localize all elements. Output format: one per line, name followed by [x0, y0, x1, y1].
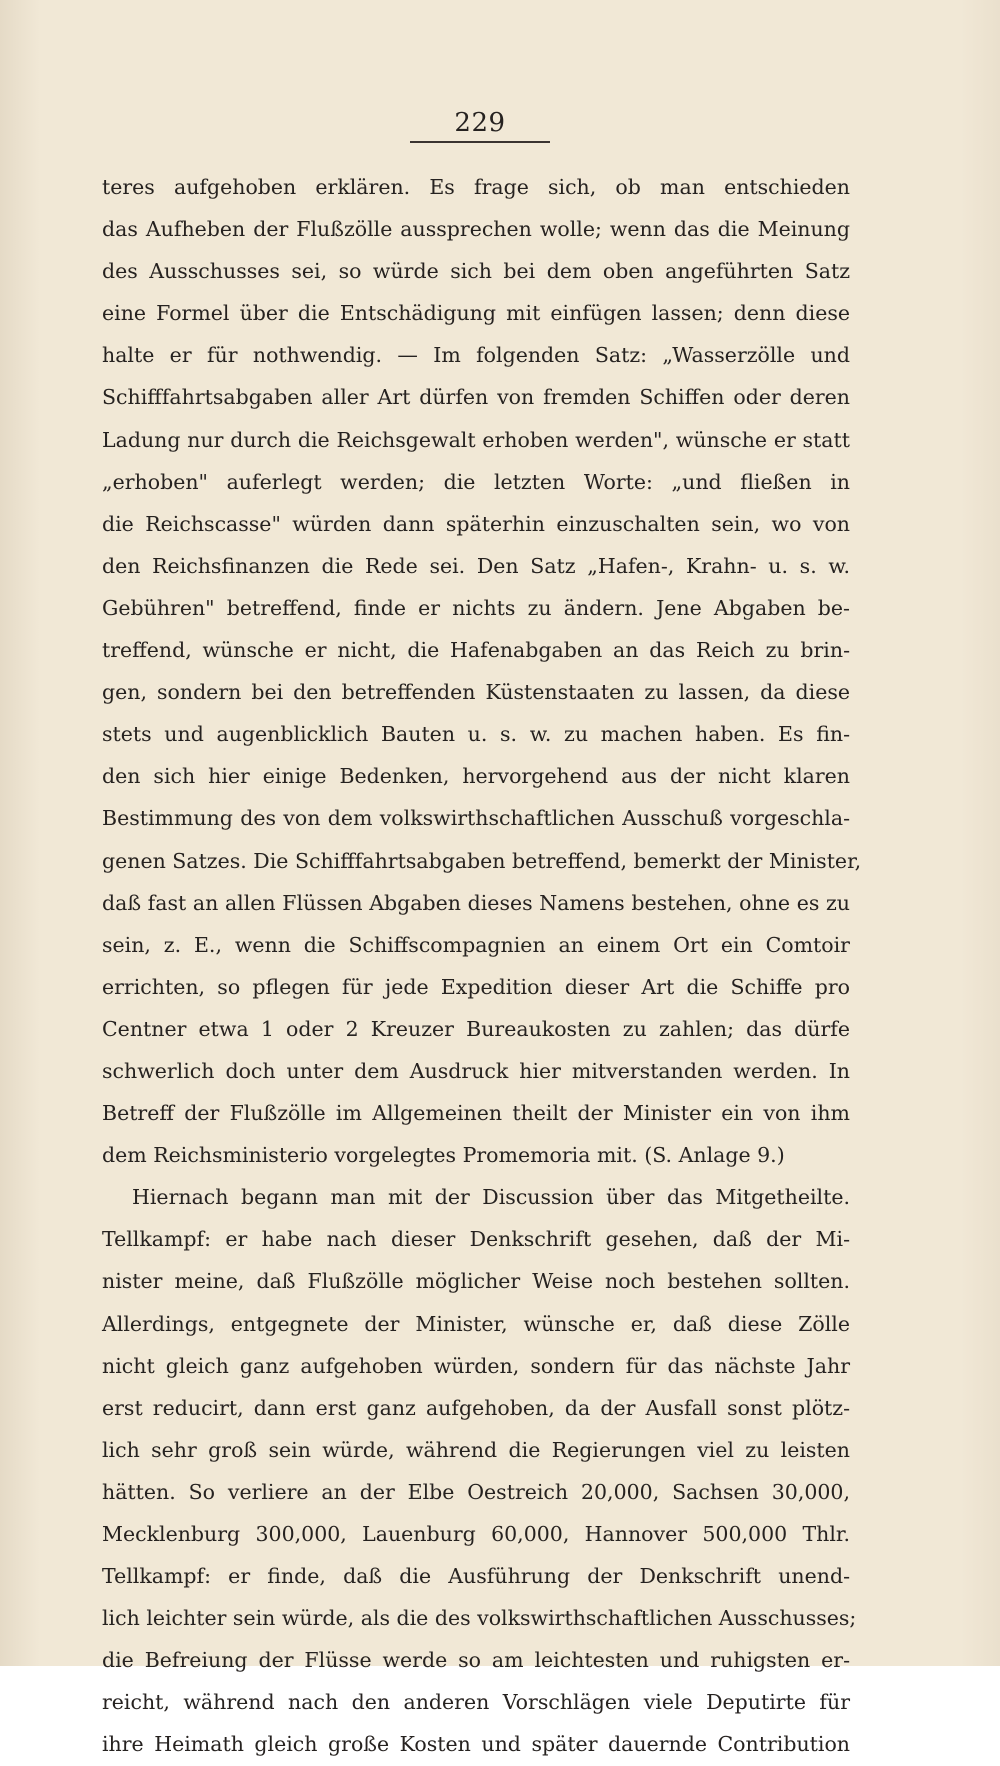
text-line: stets und augenblicklich Bauten u. s. w. zu machen haben. Es fin-	[102, 722, 850, 747]
text-line: gen, sondern bei den betreffenden Küstenstaaten zu lassen, da diese	[102, 680, 850, 705]
text-line: Tellkampf: er finde, daß die Ausführung der Denkschrift unend-	[102, 1564, 850, 1589]
body-text	[102, 166, 862, 1766]
text-line: Hiernach begann man mit der Discussion über das Mitgetheilte.	[132, 1185, 850, 1210]
text-line: halte er für nothwendig. — Im folgenden Satz: „Wasserzölle und	[102, 343, 850, 368]
text-line: schwerlich doch unter dem Ausdruck hier mitverstanden werden. In	[102, 1058, 850, 1083]
text-line: lich sehr groß sein würde, während die Regierungen viel zu leisten	[102, 1437, 850, 1462]
text-line: den sich hier einige Bedenken, hervorgehend aus der nicht klaren	[102, 764, 850, 789]
text-line: genen Satzes. Die Schifffahrtsabgaben betreffend, bemerkt der Minister,	[102, 848, 862, 873]
text-line: lich leichter sein würde, als die des volkswirthschaftlichen Ausschusses;	[102, 1606, 857, 1631]
text-line: hätten. So verliere an der Elbe Oestreich 20,000, Sachsen 30,000,	[102, 1479, 850, 1504]
text-line: ihre Heimath gleich große Kosten und später dauernde Contribution	[102, 1732, 850, 1757]
text-line: Mecklenburg 300,000, Lauenburg 60,000, Hannover 500,000 Thlr.	[102, 1522, 850, 1546]
text-line: die Reichscasse" würden dann späterhin einzuschalten sein, wo von	[102, 511, 850, 536]
text-line: treffend, wünsche er nicht, die Hafenabgaben an das Reich zu brin-	[102, 638, 850, 663]
text-line: nister meine, daß Flußzölle möglicher Weise noch bestehen sollten.	[102, 1269, 850, 1294]
text-line: Schifffahrtsabgaben aller Art dürfen von fremden Schiffen oder deren	[102, 385, 850, 410]
text-line: nicht gleich ganz aufgehoben würden, sondern für das nächste Jahr	[102, 1353, 850, 1378]
text-line: sein, z. E., wenn die Schiffscompagnien an einem Ort ein Comtoir	[102, 932, 850, 957]
text-line: das Aufheben der Flußzölle aussprechen wolle; wenn das die Meinung	[102, 217, 850, 242]
text-line: Bestimmung des von dem volkswirthschaftlichen Ausschuß vorgeschla-	[102, 806, 850, 831]
text-line: Tellkampf: er habe nach dieser Denkschrift gesehen, daß der Mi-	[102, 1227, 850, 1252]
text-line: Allerdings, entgegnete der Minister, wünsche er, daß diese Zölle	[102, 1311, 850, 1336]
header-rule	[410, 141, 550, 143]
text-line: daß fast an allen Flüssen Abgaben dieses Namens bestehen, ohne es zu	[102, 890, 850, 915]
text-line: Ladung nur durch die Reichsgewalt erhoben werden", wünsche er statt	[102, 427, 850, 452]
text-line: „erhoben" auferlegt werden; die letzten Worte: „und fließen in	[102, 469, 850, 494]
text-line: errichten, so pflegen für jede Expedition dieser Art die Schiffe pro	[102, 974, 850, 999]
text-line: eine Formel über die Entschädigung mit einfügen lassen; denn diese	[102, 301, 850, 326]
text-line: Gebühren" betreffend, finde er nichts zu ändern. Jene Abgaben be-	[102, 595, 850, 620]
text-line: Centner etwa 1 oder 2 Kreuzer Bureaukosten zu zahlen; das dürfe	[102, 1016, 850, 1041]
text-line: Betreff der Flußzölle im Allgemeinen theilt der Minister ein von ihm	[102, 1101, 850, 1126]
text-line: reicht, während nach den anderen Vorschlägen viele Deputirte für	[102, 1690, 850, 1715]
text-line: des Ausschusses sei, so würde sich bei dem oben angeführten Satz	[102, 259, 850, 284]
text-line: erst reducirt, dann erst ganz aufgehoben, da der Ausfall sonst plötz-	[102, 1395, 850, 1420]
text-line: teres aufgehoben erklären. Es frage sich, ob man entschieden	[102, 175, 850, 199]
text-line: dem Reichsministerio vorgelegtes Promemoria mit. (S. Anlage 9.)	[102, 1143, 785, 1168]
page-number: 229	[454, 108, 506, 138]
text-line: die Befreiung der Flüsse werde so am leichtesten und ruhigsten er-	[102, 1648, 850, 1673]
text-line: den Reichsfinanzen die Rede sei. Den Satz „Hafen-, Krahn- u. s. w.	[102, 553, 850, 578]
